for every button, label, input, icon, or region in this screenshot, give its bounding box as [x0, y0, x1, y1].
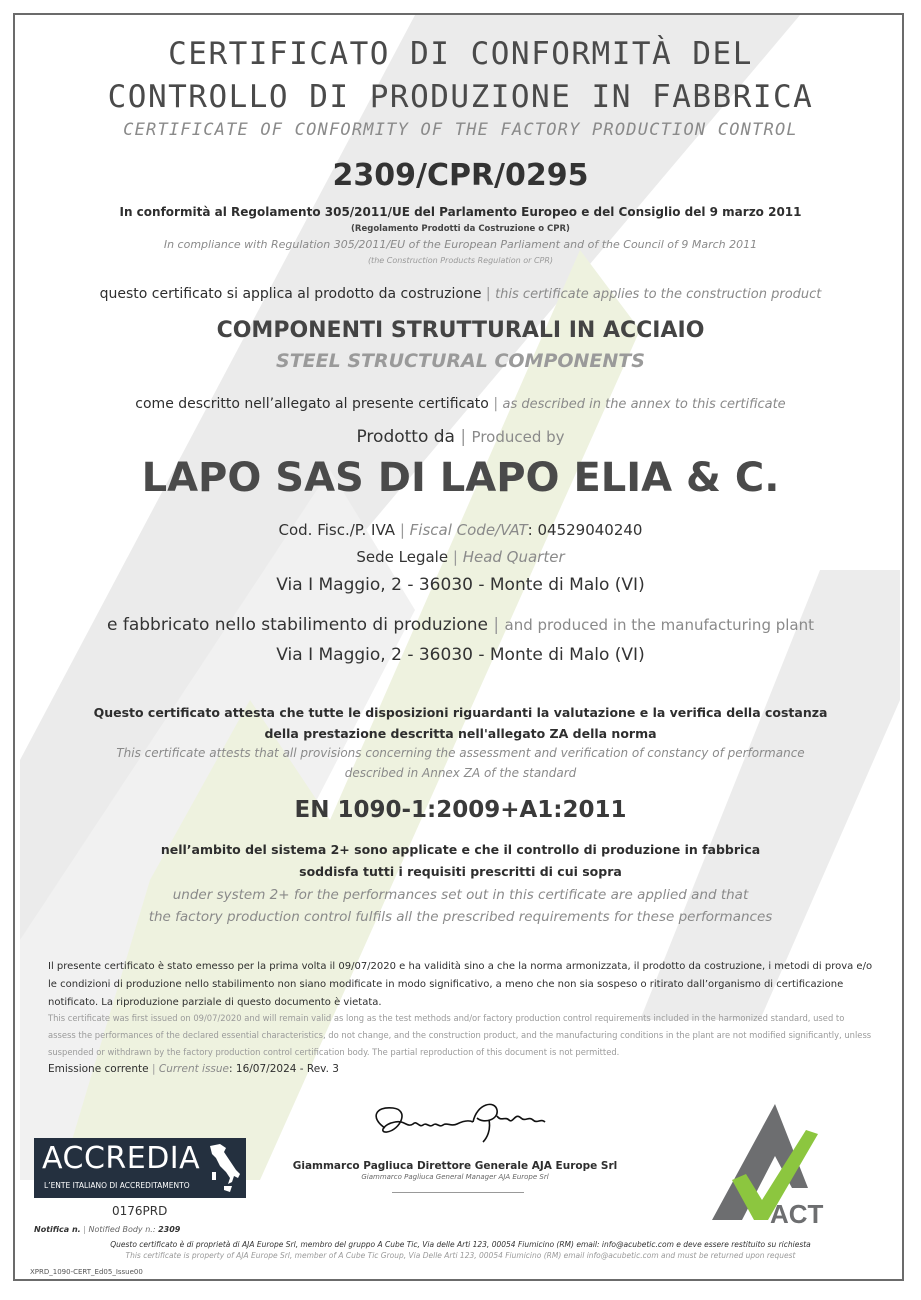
- title-english: CERTIFICATE OF CONFORMITY OF THE FACTORY PRODUCTION CONTROL: [123, 120, 798, 140]
- fiscal-sep: |: [399, 521, 405, 539]
- issue-sep: |: [151, 1063, 156, 1075]
- notified-label-en: Notified Body n.:: [88, 1225, 156, 1234]
- standard-code: EN 1090-1:2009+A1:2011: [294, 797, 627, 823]
- notified-value: 2309: [158, 1225, 181, 1234]
- title-line-1: CERTIFICATO DI CONFORMITÀ DEL: [168, 36, 753, 72]
- system-en-2: the factory production control fulfils all the prescribed requirements for these performances: [148, 909, 773, 925]
- attestation-en-2: described in Annex ZA of the standard: [344, 766, 577, 780]
- italy-map-icon: [206, 1142, 242, 1194]
- accredia-logo: [34, 1138, 246, 1198]
- plant-sep: |: [493, 615, 500, 635]
- hq-en: Head Quarter: [462, 548, 565, 566]
- validity-en: This certificate was first issued on 09/07/2020 and will remain valid as long as the test methods and/or factory production control requirements included in the harmonized standard, used to assess the performances of the declared essential characteristics, do not change, and the construction product, and the manufacturing conditions in the plant are not modified significantly, unless suspended or withdrawn by the factory production control certification body. The partial reproduction of this document is not permitted.: [48, 1013, 872, 1057]
- issue-en: Current issue: [158, 1063, 230, 1075]
- act-logo: [708, 1100, 843, 1230]
- attestation-it-2: della prestazione descritta nell'allegato ZA della norma: [264, 726, 657, 741]
- accreditation-code: 0176PRD: [112, 1204, 168, 1218]
- system-it-1: nell’ambito del sistema 2+ sono applicate e che il controllo di produzione in fabbrica: [160, 842, 761, 857]
- handwritten-signature: [365, 1098, 550, 1146]
- title-line-2: CONTROLLO DI PRODUZIONE IN FABBRICA: [107, 79, 814, 115]
- applies-it: questo certificato si applica al prodotto da costruzione: [99, 286, 482, 302]
- signatory-name: Giammarco Pagliuca Direttore Generale AJA Europe Srl: [292, 1160, 618, 1172]
- attestation-en-1: This certificate attests that all provisions concerning the assessment and verification of constancy of performance: [116, 746, 805, 760]
- hq-address: Via I Maggio, 2 - 36030 - Monte di Malo (VI): [276, 575, 645, 595]
- issue-it: Emissione corrente: [48, 1063, 149, 1075]
- plant-it: e fabbricato nello stabilimento di produzione: [106, 615, 488, 635]
- applies-line: [0, 286, 921, 302]
- fiscal-value: : 04529040240: [527, 521, 643, 539]
- plant-en: and produced in the manufacturing plant: [504, 616, 815, 634]
- applies-sep: |: [485, 286, 491, 302]
- described-line: [0, 396, 921, 412]
- footer-en: This certificate is property of AJA Europe Srl, member of A Cube Tic Group, Via Delle Arti 123, 00054 Fiumicino (RM) email info@acubetic.com and must be returned upon request: [125, 1251, 796, 1260]
- footer-it: Questo certificato è di proprietà di AJA Europe Srl, membro del gruppo A Cube Tic, Via delle Arti 123, 00054 Fiumicino (RM) email: info@acubetic.com e deve essere restituito su richiesta: [110, 1240, 811, 1249]
- described-sep: |: [493, 396, 499, 412]
- validity-it: Il presente certificato è stato emesso per la prima volta il 09/07/2020 e ha validità sino a che la norma armonizzata, il prodotto da costruzione, i metodi di prova e/o le condizioni di produzione nello stabilimento non siano modificate in modo significativo, a meno che non sia sospeso o ritirato dall’organismo di certificazione notificato. La riproduzione parziale di questo documento è vietata.: [48, 961, 873, 1008]
- produced-by-en: Produced by: [471, 428, 565, 446]
- notified-label: Notifica n.: [34, 1225, 81, 1234]
- accredia-tagline: L’ENTE ITALIANO DI ACCREDITAMENTO: [44, 1181, 190, 1190]
- attestation-it-1: Questo certificato attesta che tutte le disposizioni riguardanti la valutazione e la verifica della costanza: [93, 705, 828, 720]
- described-en: as described in the annex to this certificate: [502, 397, 786, 412]
- company-name: LAPO SAS DI LAPO ELIA & C.: [141, 455, 780, 501]
- act-logo-text: ACT: [770, 1199, 824, 1229]
- fiscal-en: Fiscal Code/VAT: [409, 521, 528, 539]
- system-en-1: under system 2+ for the performances set out in this certificate are applied and that: [172, 887, 749, 903]
- regulation-en-note: (the Construction Products Regulation or CPR): [367, 256, 554, 265]
- produced-by-it: Prodotto da: [356, 427, 455, 447]
- hq-it: Sede Legale: [356, 548, 449, 566]
- applies-en: this certificate applies to the construction product: [495, 287, 822, 302]
- product-name-it: COMPONENTI STRUTTURALI IN ACCIAIO: [216, 318, 705, 343]
- hq-sep: |: [452, 548, 458, 566]
- certificate-number: 2309/CPR/0295: [332, 158, 589, 193]
- plant-line: [0, 615, 921, 635]
- hq-line: [0, 548, 921, 566]
- signatory-name-en: Giammarco Pagliuca General Manager AJA Europe Srl: [361, 1173, 549, 1181]
- current-issue: [48, 1063, 339, 1075]
- notified-body: [34, 1225, 180, 1234]
- fiscal-it: Cod. Fisc./P. IVA: [278, 521, 396, 539]
- produced-by-line: [0, 427, 921, 447]
- notified-sep: |: [83, 1225, 86, 1234]
- regulation-it: In conformità al Regolamento 305/2011/UE del Parlamento Europeo e del Consiglio del 9 marzo 2011: [119, 205, 802, 219]
- regulation-en: In compliance with Regulation 305/2011/EU of the European Parliament and of the Council of 9 March 2011: [163, 238, 758, 251]
- regulation-it-note: (Regolamento Prodotti da Costruzione o CPR): [351, 224, 570, 234]
- document-reference: XPRD_1090-CERT_Ed05_Issue00: [30, 1268, 143, 1276]
- fiscal-line: [0, 521, 921, 539]
- system-it-2: soddisfa tutti i requisiti prescritti di cui sopra: [299, 864, 622, 879]
- plant-address: Via I Maggio, 2 - 36030 - Monte di Malo (VI): [276, 645, 645, 665]
- described-it: come descritto nell’allegato al presente certificato: [135, 396, 489, 412]
- signature-line: [392, 1192, 524, 1193]
- accredia-name: ACCREDIA: [42, 1141, 201, 1176]
- product-name-en: STEEL STRUCTURAL COMPONENTS: [276, 350, 645, 372]
- produced-by-sep: |: [460, 427, 467, 447]
- issue-value: : 16/07/2024 - Rev. 3: [229, 1063, 339, 1075]
